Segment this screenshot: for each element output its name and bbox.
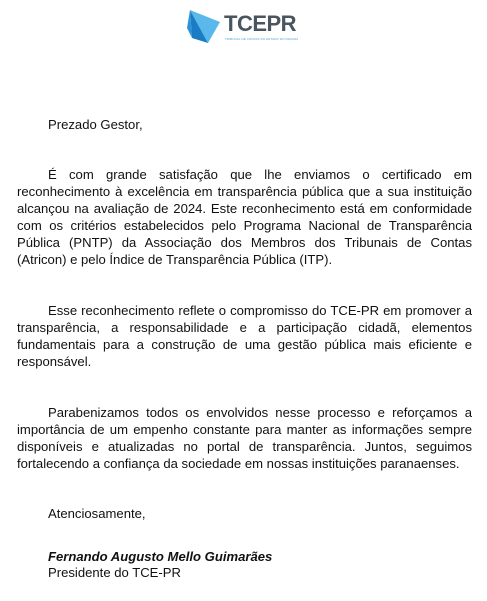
letter-body <box>17 116 472 581</box>
header-logo <box>186 8 306 48</box>
paragraph-certificate: É com grande satisfação que lhe enviamos o certificado em reconhecimento à excelência em transparência pública que a sua instituição alcançou na avaliação de 2024. Este reconhecimento está em conformidade com os critérios estabelecidos pelo Programa Nacional de Transparência Pública (PNTP) da Associação dos Membros dos Tribunais de Contas (Atricon) e pelo Índice de Transparência Pública (ITP). <box>17 167 472 267</box>
signature-name: Fernando Augusto Mello Guimarães <box>48 549 273 564</box>
tcepr-logo-icon <box>186 8 222 44</box>
paragraph-commitment: Esse reconhecimento reflete o compromisso do TCE-PR em promover a transparência, a responsabilidade e a participação cidadã, elementos fundamentais para a construção de uma gestão pública mais eficiente e responsável. <box>17 303 472 369</box>
paragraph-congratulations: Parabenizamos todos os envolvidos nesse processo e reforçamos a importância de um empenho constante para manter as informações sempre disponíveis e atualizadas no portal de transparência. Juntos, seguimos fortalecendo a confiança da sociedade em nossas instituições paranaenses. <box>17 405 472 471</box>
signature-block <box>17 549 472 581</box>
logo-text: TCEPR <box>224 11 297 36</box>
closing: Atenciosamente, <box>48 506 146 521</box>
signature-title: Presidente do TCE-PR <box>48 565 181 580</box>
greeting: Prezado Gestor, <box>48 117 143 132</box>
logo-subtext: TRIBUNAL DE CONTAS DO ESTADO DO PARANÁ <box>225 37 299 41</box>
